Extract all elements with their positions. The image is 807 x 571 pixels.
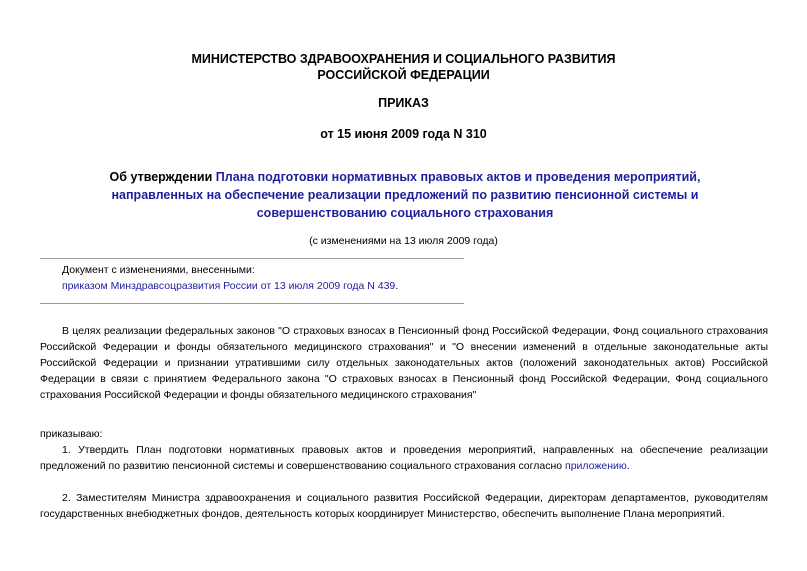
- preamble-paragraph: В целях реализации федеральных законов "О страховых взносах в Пенсионный фонд Российской Федерации, Фонд социального страхования Российской Федерации и фонды обязательного медицинского страхования" и "О внесении изменений в отдельные законодательные акты Российской Федерации и признании утратившими силу отдельных законодательных актов (положений законодательных актов) Российской Федерации в связи с принятием Федерального закона "О страховых взносах в Пенсионный фонд Российской Федерации, Фонд социального страхования Российской Федерации и фонды обязательного медицинского страхования": [40, 325, 768, 401]
- amendment-link-suffix: .: [395, 280, 399, 292]
- order-item-1-suffix: .: [626, 460, 630, 472]
- title-prefix: Об утверждении: [109, 170, 216, 184]
- amendments-intro: Документ с изменениями, внесенными:: [62, 264, 255, 276]
- title-plan-link-part2[interactable]: направленных на обеспечение реализации предложений по развитию пенсионной системы и: [111, 188, 699, 202]
- document-title: [60, 168, 750, 222]
- amendment-order-link[interactable]: приказом Минздравсоцразвития России от 13 июля 2009 года N 439: [62, 280, 396, 292]
- order-item-1-text: 1. Утвердить План подготовки нормативных правовых актов и проведения мероприятий, направленных на обеспечение реализации предложений по развитию пенсионной системы и совершенствованию социального страхования согласно: [40, 444, 768, 472]
- order-item-2: 2. Заместителям Министра здравоохранения и социального развития Российской Федерации, директорам департаментов, руководителям государственных внебюджетных фондов, деятельность которых координирует Министерство, обеспечить выполнение Плана мероприятий.: [40, 492, 768, 520]
- ministry-name-line2: РОССИЙСКОЙ ФЕДЕРАЦИИ: [317, 68, 490, 82]
- document-type: ПРИКАЗ: [378, 96, 429, 110]
- changes-note: (с изменениями на 13 июля 2009 года): [309, 235, 498, 247]
- title-plan-link-part3[interactable]: совершенствованию социального страхования: [256, 206, 554, 220]
- amendments-line: [62, 280, 398, 292]
- amendments-box: [40, 258, 464, 304]
- order-word: приказываю:: [40, 428, 103, 440]
- document-date-number: от 15 июня 2009 года N 310: [320, 127, 487, 141]
- order-item-1: [40, 442, 768, 474]
- ministry-name-line1: МИНИСТЕРСТВО ЗДРАВООХРАНЕНИЯ И СОЦИАЛЬНОГО РАЗВИТИЯ: [191, 52, 616, 66]
- appendix-link[interactable]: приложению: [565, 460, 627, 472]
- title-plan-link-part1[interactable]: Плана подготовки нормативных правовых актов и проведения мероприятий,: [215, 170, 701, 184]
